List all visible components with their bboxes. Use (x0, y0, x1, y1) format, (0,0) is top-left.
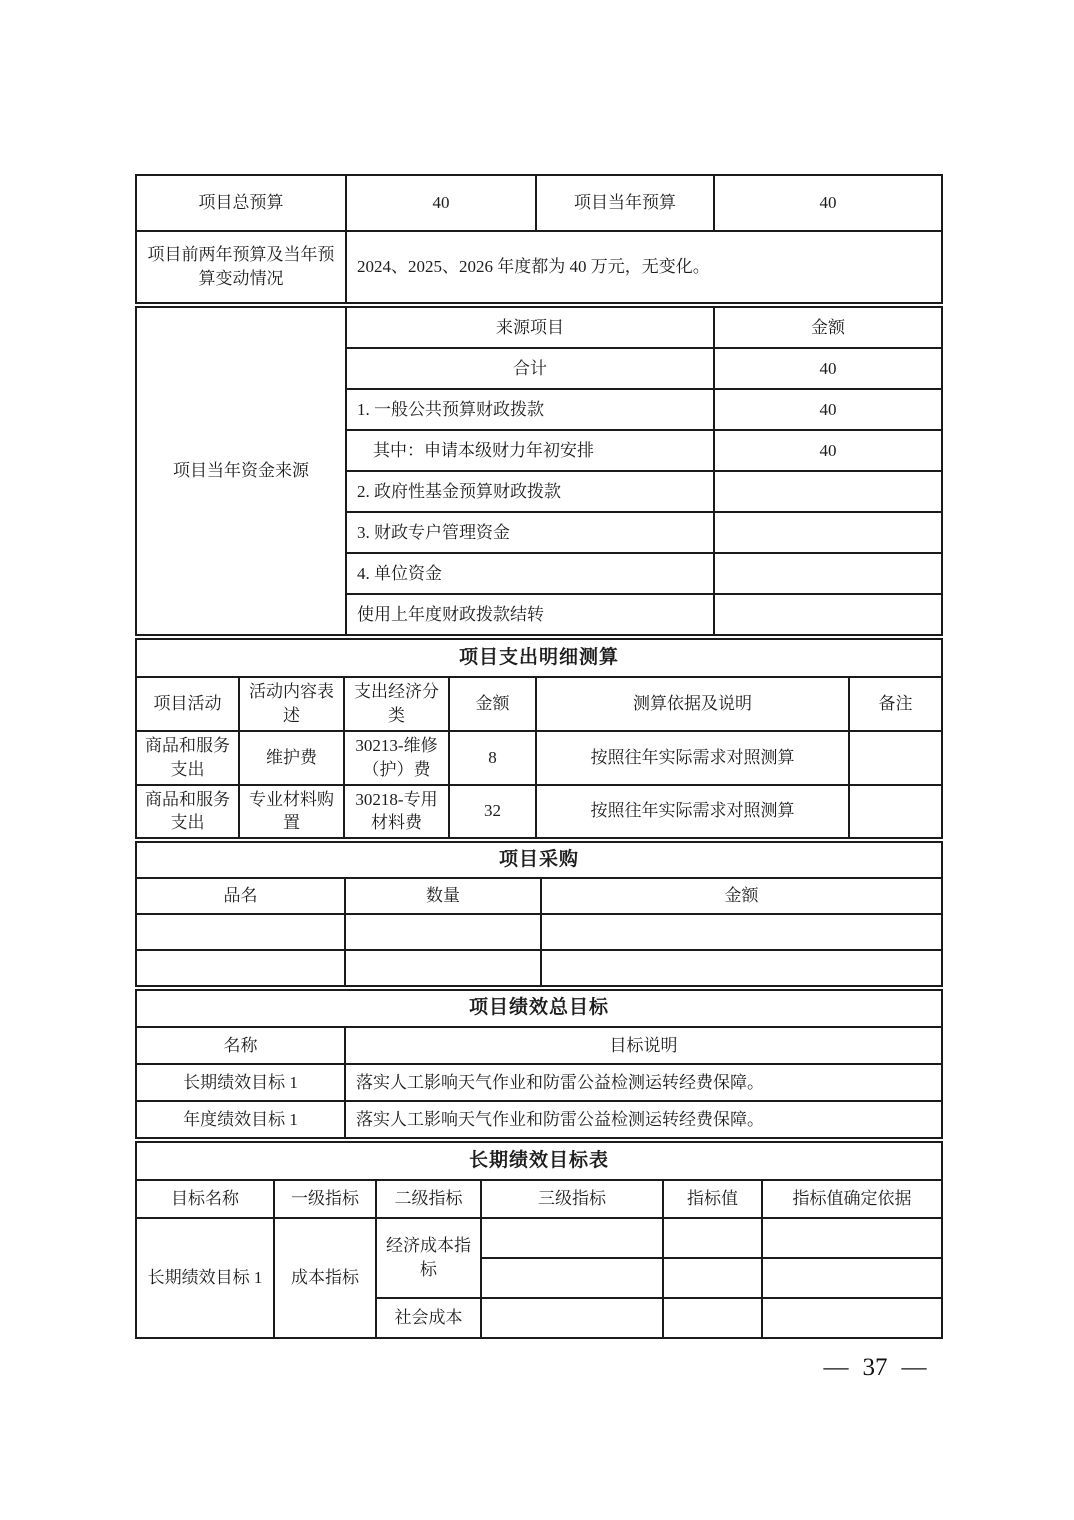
funding-row-header: 项目当年资金来源 (136, 307, 346, 635)
empty-cell (663, 1298, 762, 1338)
table-row (136, 639, 942, 677)
longterm-goal-name: 长期绩效目标 1 (136, 1218, 274, 1338)
performance-section-title: 项目绩效总目标 (136, 990, 942, 1027)
table-row (136, 878, 942, 914)
longterm-header: 指标值确定依据 (762, 1180, 942, 1218)
longterm-level2-social: 社会成本 (376, 1298, 481, 1338)
funding-amount (714, 512, 942, 553)
year-budget-value: 40 (714, 175, 942, 231)
empty-cell (762, 1298, 942, 1338)
funding-source: 其中：申请本级财力年初安排 (346, 430, 714, 471)
goal-name: 长期绩效目标 1 (136, 1064, 345, 1101)
table-row (136, 914, 942, 950)
total-budget-label: 项目总预算 (136, 175, 346, 231)
expenditure-cell: 按照往年实际需求对照测算 (536, 731, 849, 785)
procurement-section-title: 项目采购 (136, 842, 942, 878)
longterm-header: 目标名称 (136, 1180, 274, 1218)
expenditure-cell: 30213-维修（护）费 (344, 731, 449, 785)
funding-sources-table (135, 306, 943, 636)
expenditure-header: 项目活动 (136, 677, 239, 731)
table-row (136, 785, 942, 839)
expenditure-header: 备注 (849, 677, 942, 731)
budget-form (135, 174, 941, 1341)
expenditure-cell: 专业材料购置 (239, 785, 344, 839)
table-row (136, 175, 942, 231)
year-budget-label: 项目当年预算 (536, 175, 714, 231)
longterm-header: 指标值 (663, 1180, 762, 1218)
expenditure-header: 金额 (449, 677, 536, 731)
table-row (136, 677, 942, 731)
table-row (136, 842, 942, 878)
expenditure-detail-table (135, 638, 943, 839)
empty-cell (762, 1218, 942, 1258)
longterm-level1-indicator: 成本指标 (274, 1218, 376, 1338)
funding-col-amount: 金额 (714, 307, 942, 348)
table-row (136, 1218, 942, 1258)
goal-desc: 落实人工影响天气作业和防雷公益检测运转经费保障。 (345, 1064, 942, 1101)
funding-amount (714, 553, 942, 594)
expenditure-header: 测算依据及说明 (536, 677, 849, 731)
budget-change-label: 项目前两年预算及当年预算变动情况 (136, 231, 346, 303)
table-row (136, 1027, 942, 1064)
empty-cell (481, 1298, 663, 1338)
expenditure-cell: 32 (449, 785, 536, 839)
funding-amount: 40 (714, 430, 942, 471)
empty-cell (345, 950, 541, 986)
expenditure-cell: 30218-专用材料费 (344, 785, 449, 839)
empty-cell (481, 1258, 663, 1298)
expenditure-cell (849, 731, 942, 785)
table-row (136, 231, 942, 303)
table-row (136, 731, 942, 785)
budget-summary-table (135, 174, 943, 304)
empty-cell (136, 914, 345, 950)
goal-name: 年度绩效目标 1 (136, 1101, 345, 1138)
empty-cell (345, 914, 541, 950)
expenditure-cell: 商品和服务支出 (136, 731, 239, 785)
funding-source: 4. 单位资金 (346, 553, 714, 594)
procurement-header: 品名 (136, 878, 345, 914)
empty-cell (663, 1258, 762, 1298)
longterm-header: 三级指标 (481, 1180, 663, 1218)
longterm-header: 二级指标 (376, 1180, 481, 1218)
table-row (136, 950, 942, 986)
expenditure-section-title: 项目支出明细测算 (136, 639, 942, 677)
expenditure-header: 支出经济分类 (344, 677, 449, 731)
goal-col-name: 名称 (136, 1027, 345, 1064)
longterm-section-title: 长期绩效目标表 (136, 1142, 942, 1180)
table-row (136, 1101, 942, 1138)
table-row (136, 1180, 942, 1218)
funding-source: 1. 一般公共预算财政拨款 (346, 389, 714, 430)
table-row (136, 1142, 942, 1180)
expenditure-cell (849, 785, 942, 839)
table-row (136, 990, 942, 1027)
footer-dash-left: — (823, 1354, 849, 1381)
funding-source: 使用上年度财政拨款结转 (346, 594, 714, 635)
goal-desc: 落实人工影响天气作业和防雷公益检测运转经费保障。 (345, 1101, 942, 1138)
budget-change-value: 2024、2025、2026 年度都为 40 万元，无变化。 (346, 231, 942, 303)
procurement-header: 数量 (345, 878, 541, 914)
goal-col-desc: 目标说明 (345, 1027, 942, 1064)
funding-amount: 40 (714, 389, 942, 430)
footer-dash-right: — (901, 1354, 927, 1381)
longterm-level2-economic: 经济成本指标 (376, 1218, 481, 1298)
table-row (136, 1064, 942, 1101)
procurement-table (135, 841, 943, 987)
funding-amount (714, 471, 942, 512)
empty-cell (663, 1218, 762, 1258)
funding-amount: 40 (714, 348, 942, 389)
funding-amount (714, 594, 942, 635)
expenditure-cell: 8 (449, 731, 536, 785)
expenditure-header: 活动内容表述 (239, 677, 344, 731)
footer-page-number: 37 (862, 1354, 888, 1381)
performance-goals-table (135, 989, 943, 1139)
longterm-header: 一级指标 (274, 1180, 376, 1218)
empty-cell (762, 1258, 942, 1298)
expenditure-cell: 维护费 (239, 731, 344, 785)
expenditure-cell: 按照往年实际需求对照测算 (536, 785, 849, 839)
funding-col-source: 来源项目 (346, 307, 714, 348)
empty-cell (481, 1218, 663, 1258)
funding-source: 2. 政府性基金预算财政拨款 (346, 471, 714, 512)
empty-cell (541, 950, 942, 986)
total-budget-value: 40 (346, 175, 536, 231)
page-number (795, 1354, 955, 1382)
longterm-goals-table (135, 1141, 943, 1339)
expenditure-cell: 商品和服务支出 (136, 785, 239, 839)
empty-cell (136, 950, 345, 986)
table-row (136, 307, 942, 348)
funding-source: 3. 财政专户管理资金 (346, 512, 714, 553)
procurement-header: 金额 (541, 878, 942, 914)
funding-source: 合计 (346, 348, 714, 389)
empty-cell (541, 914, 942, 950)
